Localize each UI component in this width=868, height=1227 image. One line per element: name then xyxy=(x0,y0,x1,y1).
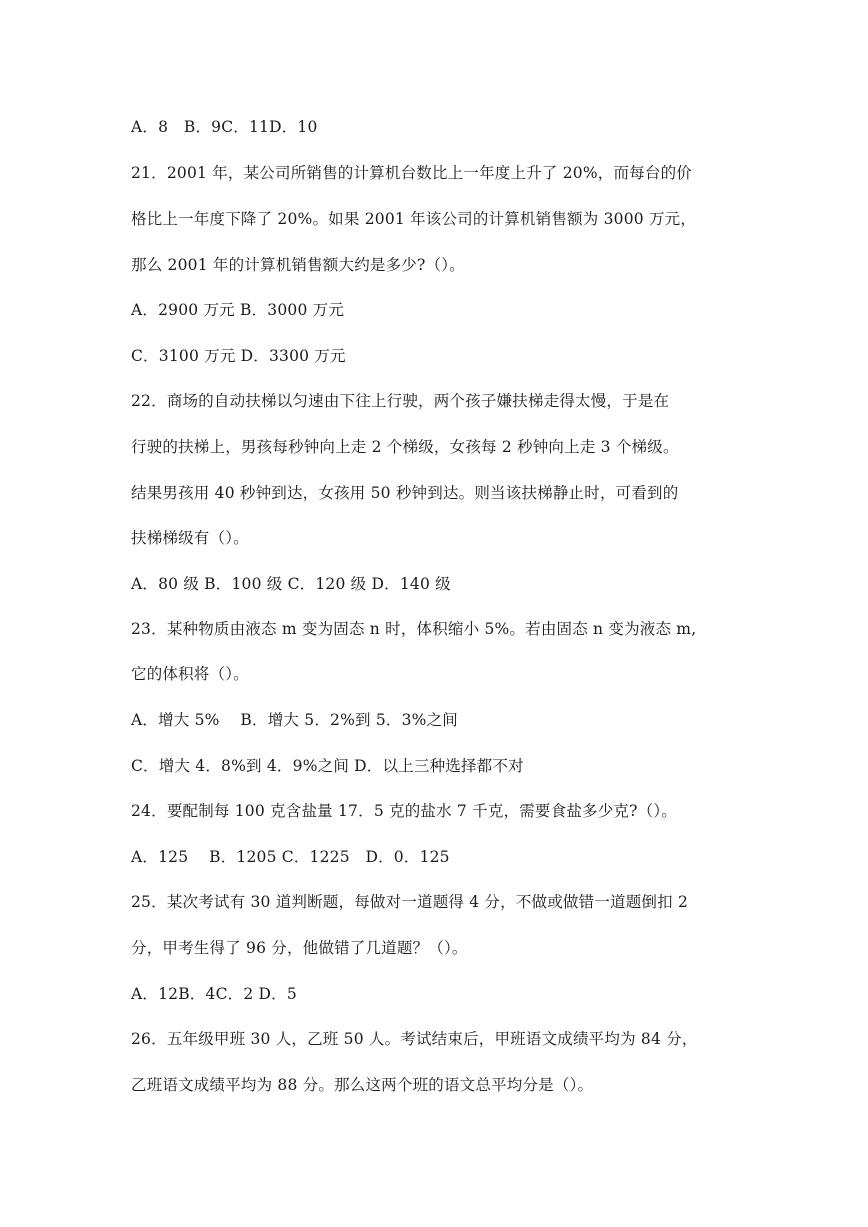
question-24: 24．要配制每 100 克含盐量 17．5 克的盐水 7 千克，需要食盐多少克?（）。 xyxy=(131,802,677,820)
answer-options-q23-cd: C．增大 4．8%到 4．9%之间 D．以上三种选择都不对 xyxy=(131,757,524,775)
answer-options-q21-ab: A．2900 万元 B．3000 万元 xyxy=(131,301,345,319)
question-22-line-2: 行驶的扶梯上，男孩每秒钟向上走 2 个梯级，女孩每 2 秒钟向上走 3 个梯级。 xyxy=(131,438,679,456)
question-22-line-1: 22．商场的自动扶梯以匀速由下往上行驶，两个孩子嫌扶梯走得太慢，于是在 xyxy=(131,392,670,410)
question-26-line-2: 乙班语文成绩平均为 88 分。那么这两个班的语文总平均分是（）。 xyxy=(131,1076,594,1094)
answer-options-q23-ab: A．增大 5% B．增大 5．2%到 5．3%之间 xyxy=(131,711,458,729)
question-23-line-1: 23．某种物质由液态 m 变为固态 n 时，体积缩小 5%。若由固态 n 变为液态 m, xyxy=(131,620,697,638)
question-25-line-2: 分，甲考生得了 96 分，他做错了几道题？（）。 xyxy=(131,939,468,957)
question-22-line-4: 扶梯梯级有（）。 xyxy=(131,529,249,547)
question-21-line-1: 21．2001 年，某公司所销售的计算机台数比上一年度上升了 20%，而每台的价 xyxy=(131,164,692,182)
question-21-line-3: 那么 2001 年的计算机销售额大约是多少?（）。 xyxy=(131,256,465,274)
answer-options-q20: A．8 B．9C．11D．10 xyxy=(131,118,318,136)
question-26-line-1: 26．五年级甲班 30 人，乙班 50 人。考试结束后，甲班语文成绩平均为 84 分， xyxy=(131,1030,698,1048)
answer-options-q24: A．125 B．1205 C．1225 D．0．125 xyxy=(131,848,450,866)
question-23-line-2: 它的体积将（）。 xyxy=(131,665,249,683)
answer-options-q22: A．80 级 B．100 级 C．120 级 D．140 级 xyxy=(131,575,451,593)
answer-options-q21-cd: C．3100 万元 D．3300 万元 xyxy=(131,347,346,365)
question-25-line-1: 25．某次考试有 30 道判断题，每做对一道题得 4 分，不做或做错一道题倒扣 2 xyxy=(131,893,689,911)
question-22-line-3: 结果男孩用 40 秒钟到达，女孩用 50 秒钟到达。则当该扶梯静止时，可看到的 xyxy=(131,484,679,502)
answer-options-q25: A．12B．4C．2 D．5 xyxy=(131,985,297,1003)
question-21-line-2: 格比上一年度下降了 20%。如果 2001 年该公司的计算机销售额为 3000 万元， xyxy=(131,210,697,228)
